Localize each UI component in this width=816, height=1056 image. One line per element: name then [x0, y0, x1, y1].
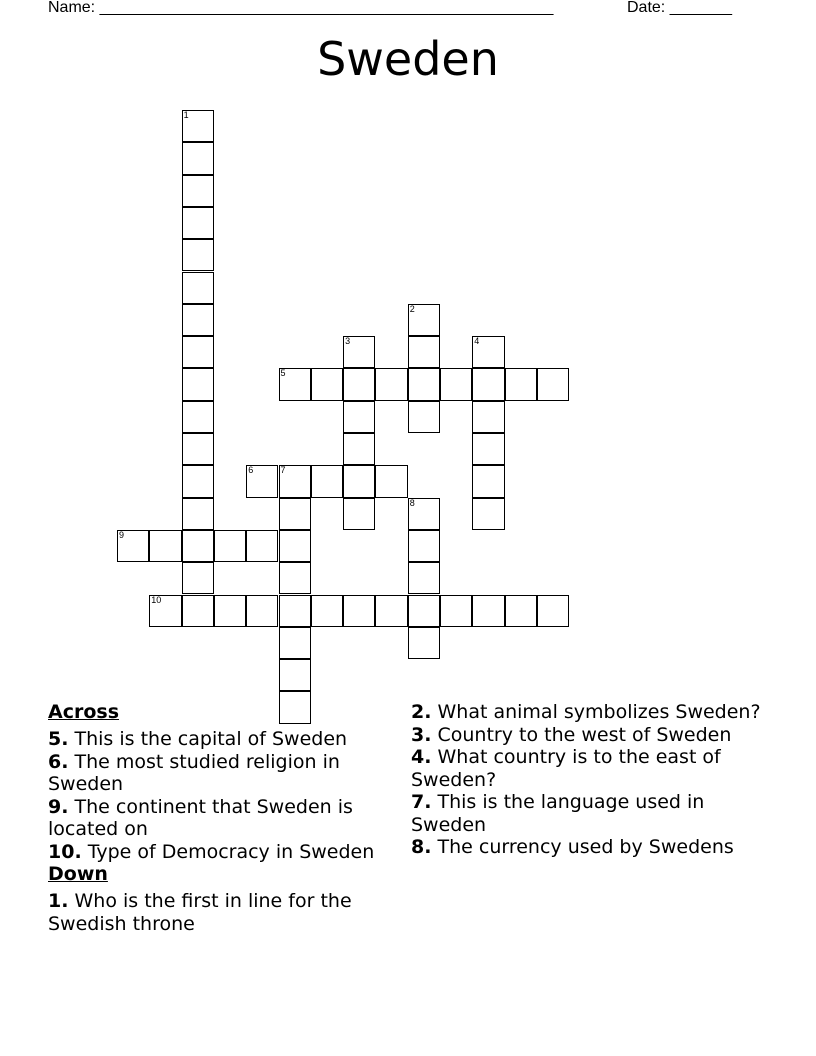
clue-item-text: What country is to the east of Sweden?	[411, 746, 721, 791]
crossword-cell[interactable]	[182, 433, 214, 465]
clue-item	[411, 836, 761, 859]
clues-right-column	[411, 701, 761, 859]
crossword-cell[interactable]	[182, 562, 214, 594]
page-title: Sweden	[317, 32, 499, 86]
crossword-cell[interactable]	[343, 433, 375, 465]
clue-item	[48, 796, 398, 841]
crossword-cell[interactable]	[408, 368, 440, 400]
crossword-cell[interactable]	[505, 368, 537, 400]
crossword-cell[interactable]	[408, 627, 440, 659]
clue-item	[411, 746, 761, 791]
clue-item-text: Country to the west of Sweden	[437, 723, 732, 746]
clue-item	[411, 724, 761, 747]
clue-item	[48, 890, 398, 935]
clue-item-number: 4.	[411, 746, 432, 768]
crossword-cell[interactable]	[182, 207, 214, 239]
crossword-cell[interactable]	[182, 465, 214, 497]
crossword-cell[interactable]	[279, 368, 311, 400]
crossword-cell[interactable]	[182, 110, 214, 142]
crossword-cell[interactable]	[279, 530, 311, 562]
clue-number: 1	[183, 110, 189, 120]
crossword-cell[interactable]	[408, 304, 440, 336]
down-clue-list-left	[48, 890, 398, 935]
clue-number: 4	[474, 336, 480, 347]
crossword-cell[interactable]	[440, 595, 472, 627]
crossword-cell[interactable]	[182, 595, 214, 627]
crossword-cell[interactable]	[182, 401, 214, 433]
crossword-cell[interactable]	[117, 530, 149, 562]
clue-item-number: 1.	[48, 890, 69, 912]
crossword-cell[interactable]	[279, 627, 311, 659]
crossword-cell[interactable]	[246, 530, 278, 562]
clue-item-number: 8.	[411, 836, 432, 858]
crossword-cell[interactable]	[182, 239, 214, 271]
clue-number: 6	[248, 465, 254, 476]
across-heading: Across	[48, 701, 120, 723]
crossword-cell[interactable]	[311, 465, 343, 497]
clue-item-number: 2.	[411, 701, 432, 723]
clue-item	[411, 701, 761, 724]
crossword-cell[interactable]	[149, 530, 181, 562]
crossword-cell[interactable]	[472, 595, 504, 627]
crossword-cell[interactable]	[214, 530, 246, 562]
crossword-cell[interactable]	[149, 595, 181, 627]
crossword-cell[interactable]	[182, 336, 214, 368]
crossword-cell[interactable]	[182, 368, 214, 400]
clue-item-number: 7.	[411, 791, 432, 813]
clue-number: 8	[409, 497, 415, 508]
clues-left-column	[48, 701, 398, 935]
crossword-cell[interactable]	[472, 401, 504, 433]
clue-item-number: 5.	[48, 728, 69, 750]
down-clue-list-right	[411, 701, 761, 859]
crossword-cell[interactable]	[279, 562, 311, 594]
clue-item-text: The most studied religion in Sweden	[48, 750, 340, 795]
crossword-cell[interactable]	[182, 304, 214, 336]
crossword-cell[interactable]	[279, 465, 311, 497]
clue-item-text: Type of Democracy in Sweden	[87, 840, 375, 863]
clue-item	[48, 841, 398, 864]
crossword-cell[interactable]	[505, 595, 537, 627]
crossword-cell[interactable]	[343, 401, 375, 433]
crossword-cell[interactable]	[375, 368, 407, 400]
clue-number: 9	[119, 529, 125, 540]
crossword-cell[interactable]	[472, 465, 504, 497]
crossword-cell[interactable]	[472, 368, 504, 400]
crossword-cell[interactable]	[246, 465, 278, 497]
clue-item-text: The currency used by Swedens	[437, 836, 734, 858]
clue-number: 3	[345, 336, 351, 347]
crossword-cell[interactable]	[472, 336, 504, 368]
crossword-cell[interactable]	[343, 336, 375, 368]
crossword-cell[interactable]	[311, 368, 343, 400]
crossword-cell[interactable]	[182, 142, 214, 174]
clue-item-text: What animal symbolizes Sweden?	[437, 701, 761, 723]
across-clue-list	[48, 728, 398, 863]
down-heading: Down	[48, 863, 108, 885]
crossword-cell[interactable]	[408, 336, 440, 368]
crossword-cell[interactable]	[408, 498, 440, 530]
clue-item	[48, 728, 398, 751]
clue-number: 2	[409, 303, 415, 314]
clue-item-number: 10.	[48, 840, 82, 863]
crossword-cell[interactable]	[343, 465, 375, 497]
crossword-cell[interactable]	[375, 465, 407, 497]
crossword-cell[interactable]	[408, 595, 440, 627]
crossword-cell[interactable]	[343, 595, 375, 627]
crossword-cell[interactable]	[279, 595, 311, 627]
crossword-cell[interactable]	[182, 175, 214, 207]
crossword-cell[interactable]	[537, 368, 569, 400]
crossword-cell[interactable]	[408, 530, 440, 562]
name-line: Name: ___________________________________________________	[48, 0, 554, 16]
crossword-cell[interactable]	[472, 498, 504, 530]
crossword-cell[interactable]	[279, 659, 311, 691]
date-line: Date: _______	[627, 0, 732, 16]
crossword-cell[interactable]	[182, 530, 214, 562]
crossword-cell[interactable]	[408, 401, 440, 433]
crossword-cell[interactable]	[472, 433, 504, 465]
clue-item-text: This is the language used in Sweden	[411, 791, 705, 836]
crossword-cell[interactable]	[311, 595, 343, 627]
crossword-cell[interactable]	[279, 498, 311, 530]
crossword-cell[interactable]	[375, 595, 407, 627]
clue-item-number: 3.	[411, 723, 432, 746]
crossword-cell[interactable]	[246, 595, 278, 627]
clue-item-text: This is the capital of Sweden	[74, 728, 348, 750]
crossword-cell[interactable]	[440, 368, 472, 400]
crossword-cell[interactable]	[343, 498, 375, 530]
crossword-cell[interactable]	[537, 595, 569, 627]
clue-item-number: 6.	[48, 750, 69, 773]
crossword-cell[interactable]	[214, 595, 246, 627]
clue-number: 5	[280, 368, 286, 379]
clue-item-number: 9.	[48, 795, 69, 818]
clue-item-text: The continent that Sweden is located on	[48, 795, 353, 840]
clue-item	[48, 751, 398, 796]
crossword-cell[interactable]	[408, 562, 440, 594]
clue-item-text: Who is the first in line for the Swedish throne	[48, 890, 352, 935]
crossword-cell[interactable]	[182, 272, 214, 304]
crossword-cell[interactable]	[343, 368, 375, 400]
crossword-cell[interactable]	[182, 498, 214, 530]
clue-number: 10	[151, 594, 162, 605]
clue-number: 7	[280, 465, 286, 476]
clue-item	[411, 791, 761, 836]
